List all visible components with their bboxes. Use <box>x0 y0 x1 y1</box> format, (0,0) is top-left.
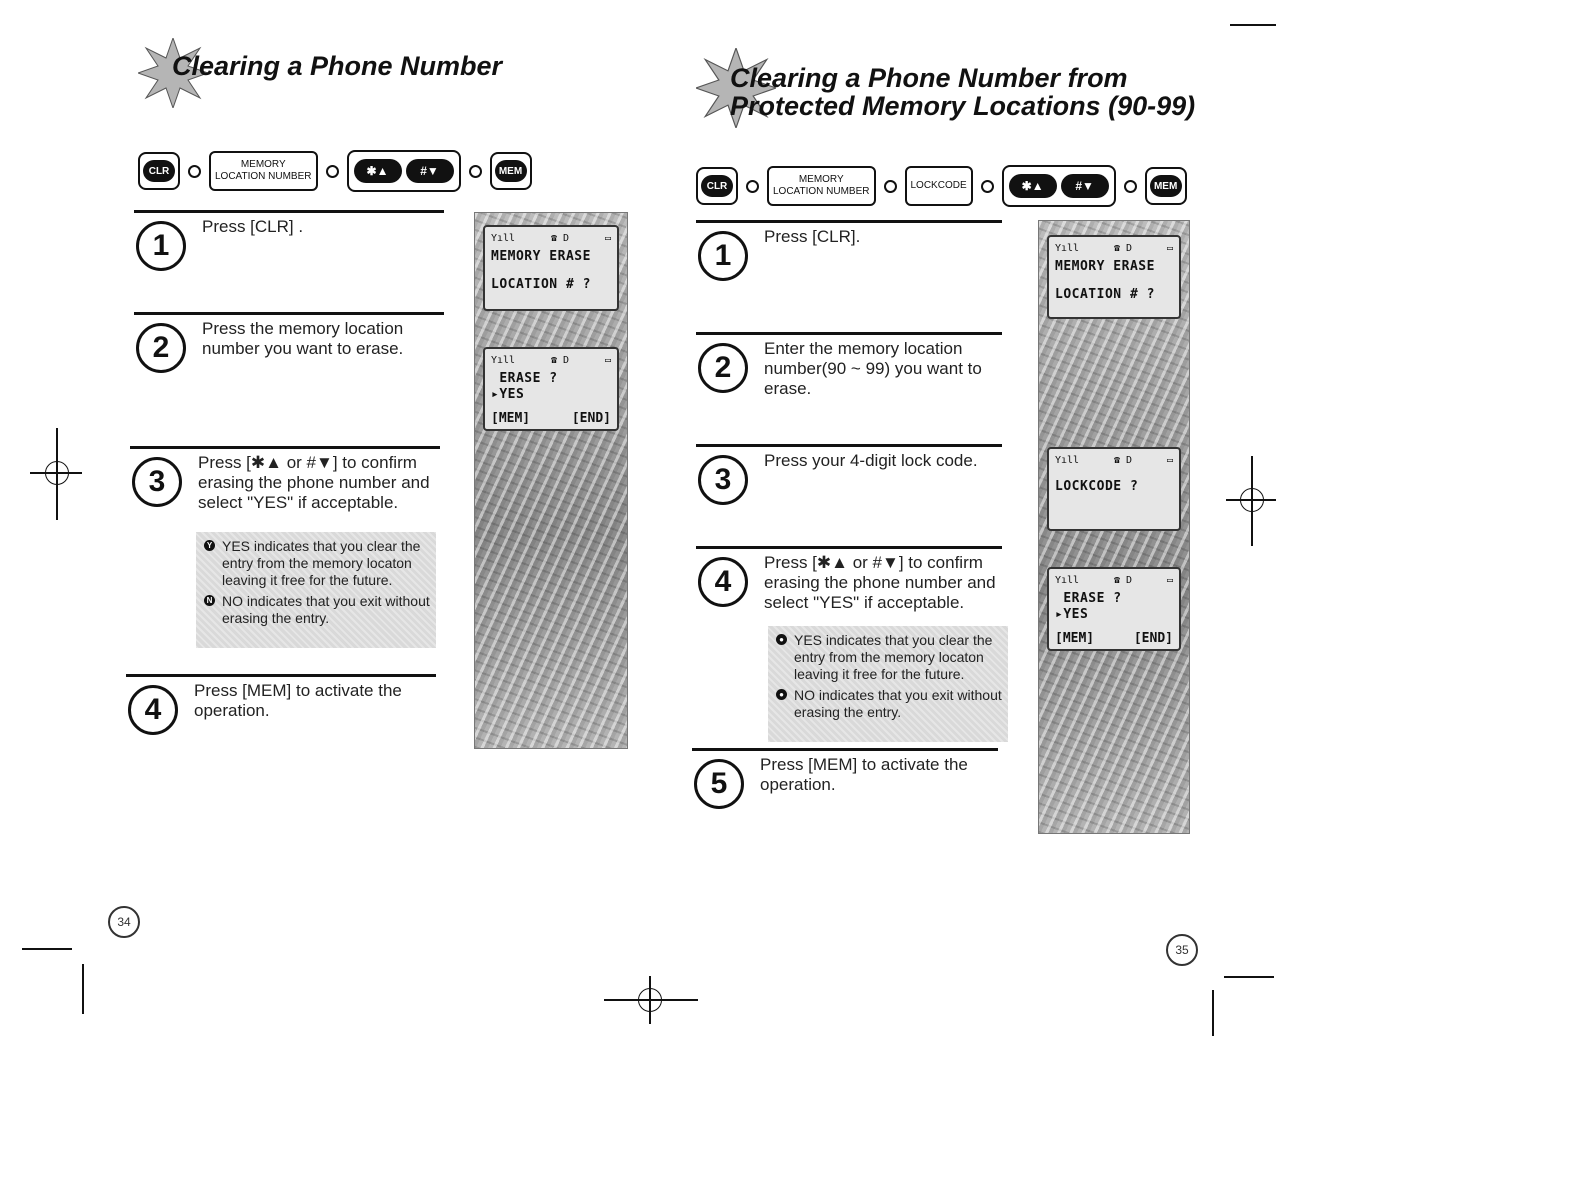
step-number: 4 <box>128 685 178 735</box>
key-sequence <box>696 163 1187 209</box>
star-hash-keys <box>347 150 461 192</box>
phone-screen: Yıll ☎ D ▭ ERASE ? ▸YES [MEM] [END] <box>483 347 619 431</box>
step-text: Press [MEM] to activate the operation. <box>760 755 968 794</box>
yes-no-note: ● YES indicates that you clear the entry from the memory locaton leaving it free for the future. ● NO indicates that you exit without erasing the entry. <box>768 626 1008 742</box>
phone-screen: Yıll ☎ D ▭ LOCKCODE ? <box>1047 447 1181 531</box>
sequence-dot <box>746 180 759 193</box>
sequence-dot <box>981 180 994 193</box>
step-text: Press [✱▲ or #▼] to confirm erasing the phone number and select "YES" if acceptable. <box>764 553 996 612</box>
sequence-dot <box>469 165 482 178</box>
step-2 <box>696 332 1002 431</box>
yes-bullet-icon: ● <box>776 634 787 645</box>
step-4 <box>126 674 436 757</box>
step-number: 1 <box>136 221 186 271</box>
step-number: 5 <box>694 759 744 809</box>
step-number: 2 <box>698 343 748 393</box>
step-text: Press [MEM] to activate the operation. <box>194 681 402 720</box>
step-3 <box>696 444 1002 537</box>
crop-mark <box>1230 24 1276 26</box>
phone-display-panel <box>1038 220 1190 834</box>
page-title: Clearing a Phone Number <box>172 51 503 81</box>
crop-mark <box>22 948 72 950</box>
step-3 <box>130 446 440 529</box>
step-text: Press [✱▲ or #▼] to confirm erasing the phone number and select "YES" if acceptable. <box>198 453 430 512</box>
memory-location-key: MEMORY LOCATION NUMBER <box>209 151 318 191</box>
phone-screen: Yıll ☎ D ▭ MEMORY ERASE LOCATION # ? <box>483 225 619 311</box>
no-bullet-icon: N <box>204 595 215 606</box>
sequence-dot <box>188 165 201 178</box>
no-bullet-icon: ● <box>776 689 787 700</box>
crop-mark <box>82 964 84 1014</box>
step-text: Enter the memory location number(90 ~ 99) you want to erase. <box>764 339 982 398</box>
crop-mark <box>604 999 698 1001</box>
crop-mark <box>56 428 58 520</box>
step-4 <box>696 546 1002 625</box>
page-number: 34 <box>108 906 140 938</box>
phone-screen: Yıll ☎ D ▭ ERASE ? ▸YES [MEM] [END] <box>1047 567 1181 651</box>
step-text: Press [CLR]. <box>764 227 861 246</box>
step-5 <box>692 748 998 821</box>
step-number: 3 <box>698 455 748 505</box>
phone-screen: Yıll ☎ D ▭ MEMORY ERASE LOCATION # ? <box>1047 235 1181 319</box>
crop-mark <box>1251 456 1253 546</box>
star-up-key: ✱▲ <box>354 159 402 183</box>
step-text: Press your 4-digit lock code. <box>764 451 978 470</box>
hash-down-key: #▼ <box>1061 174 1109 198</box>
clr-key: CLR <box>138 152 180 190</box>
step-number: 2 <box>136 323 186 373</box>
sequence-dot <box>1124 180 1137 193</box>
page-title: Clearing a Phone Number from Protected Memory Locations (90-99) <box>730 63 1196 121</box>
yes-no-note: Y YES indicates that you clear the entry from the memory locaton leaving it free for the future. N NO indicates that you exit without erasing the entry. <box>196 532 436 648</box>
star-hash-keys <box>1002 165 1116 207</box>
step-1 <box>696 220 1002 319</box>
step-number: 1 <box>698 231 748 281</box>
mem-key: MEM <box>490 152 532 190</box>
step-1 <box>134 210 444 303</box>
crop-mark <box>649 976 651 1024</box>
clr-key: CLR <box>696 167 738 205</box>
page-number: 35 <box>1166 934 1198 966</box>
step-number: 3 <box>132 457 182 507</box>
memory-location-key: MEMORY LOCATION NUMBER <box>767 166 876 206</box>
star-up-key: ✱▲ <box>1009 174 1057 198</box>
crop-mark <box>1212 990 1214 1036</box>
sequence-dot <box>326 165 339 178</box>
key-sequence <box>138 148 532 194</box>
sequence-dot <box>884 180 897 193</box>
lockcode-key: LOCKCODE <box>905 166 973 206</box>
phone-display-panel <box>474 212 628 749</box>
step-2 <box>134 312 444 435</box>
crop-mark <box>1224 976 1274 978</box>
step-number: 4 <box>698 557 748 607</box>
step-text: Press the memory location number you want to erase. <box>202 319 404 358</box>
step-text: Press [CLR] . <box>202 217 304 236</box>
mem-key: MEM <box>1145 167 1187 205</box>
yes-bullet-icon: Y <box>204 540 215 551</box>
hash-down-key: #▼ <box>406 159 454 183</box>
